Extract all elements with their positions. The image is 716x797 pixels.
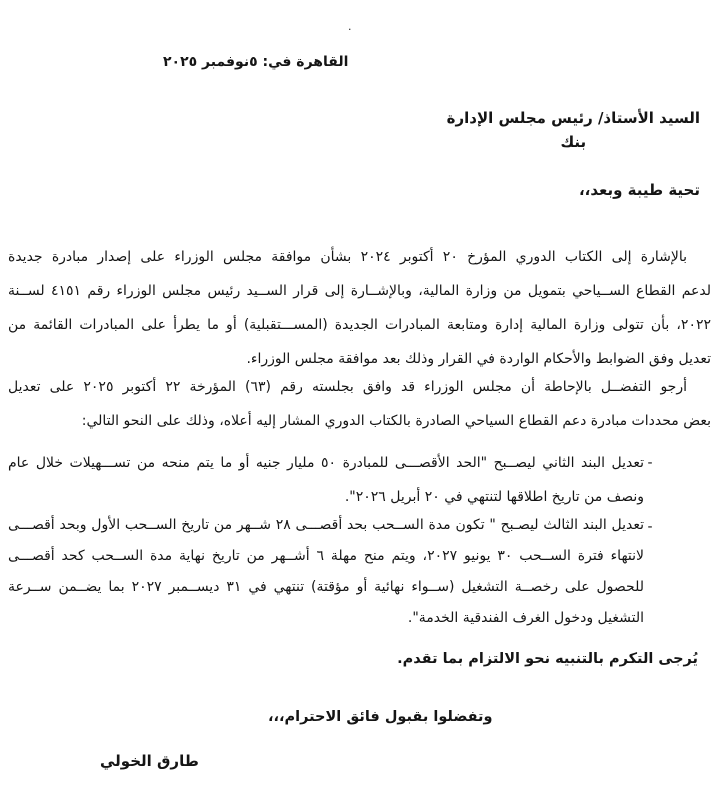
closing-salutation: وتفضلوا بقبول فائق الاحترام،،،: [268, 709, 493, 725]
paragraph-line: بالإشارة إلى الكتاب الدوري المؤرخ ٢٠ أكتوبر ٢٠٢٤ بشأن موافقة مجلس الوزراء على إصدار مبادرة جديدة: [8, 249, 687, 265]
bullet-item-amendment-2: [8, 446, 711, 514]
bullet-text: [8, 446, 644, 514]
signature-name: طارق الخولي: [100, 752, 199, 770]
addressee-title: السيد الأستاذ/ رئيس مجلس الإدارة: [446, 109, 700, 127]
addressee-organization: بنك: [560, 133, 587, 151]
paragraph-line: ٢٠٢٢، بأن تتولى وزارة المالية إدارة ومتابعة المبادرات الجديدة (المســـتقبلية) أو ما يطرأ على المبادرات القائمة من: [8, 317, 711, 333]
bullet-line: لانتهاء فترة الســحب ٣٠ يونيو ٢٠٢٧، ويتم منح مهلة ٦ أشــهر من تاريخ نهاية مدة الســحب كحد أقصـــى: [8, 548, 644, 564]
date-line: القاهرة في: ٥نوفمبر ٢٠٢٥: [163, 54, 349, 70]
bullet-line: التشغيل ودخول الغرف الفندقية الخدمة".: [407, 610, 644, 626]
paragraph-line: لدعم القطاع الســياحي بتمويل من وزارة المالية، وبالإشــارة إلى قرار الســيد رئيس مجلس الوزراء رقم ٤١٥١ لســنة: [8, 283, 711, 299]
greeting-line: تحية طيبة وبعد،،: [578, 181, 700, 199]
bullet-dash-marker: -: [647, 519, 653, 535]
paragraph-line: تعديل وفق الضوابط والأحكام الواردة في القرار وذلك بعد موافقة مجلس الوزراء.: [246, 351, 711, 367]
bullet-line: ونصف من تاريخ اطلاقها لتنتهي في ٢٠ أبريل ٢٠٢٦".: [344, 489, 644, 505]
bullet-line: تعديل البند الثالث ليصـبح " تكون مدة الســحب بحد أقصـــى ٢٨ شــهر من تاريخ الســحب الأول وبحد أقصـــى: [8, 517, 644, 533]
bullet-line: للحصول على رخصــة التشغيل (ســواء نهائية أو مؤقتة) تنتهي في ٣١ ديســمبر ٢٠٢٧ بما يضــمن ســرعة: [8, 579, 644, 595]
bullet-text: [8, 510, 644, 634]
paragraph-approval: [8, 370, 711, 438]
bullet-dash-marker: -: [647, 455, 653, 471]
top-mark: .: [348, 20, 352, 33]
paragraph-line: بعض محددات مبادرة دعم القطاع السياحي الصادرة بالكتاب الدوري المشار إليه أعلاه، وذلك على النحو التالي:: [81, 413, 711, 429]
bullet-line: تعديل البند الثاني ليصــبح "الحد الأقصـــى للمبادرة ٥٠ مليار جنيه أو ما يتم منحه من تســـهيلات خلال عام: [8, 455, 644, 471]
bullet-item-amendment-3: [8, 510, 711, 634]
paragraph-reference: [8, 240, 711, 376]
closing-note: يُرجى التكرم بالتنبيه نحو الالتزام بما تقدم.: [397, 651, 698, 667]
paragraph-line: أرجو التفضــل بالإحاطة أن مجلس الوزراء قد وافق بجلسته رقم (٦٣) المؤرخة ٢٢ أكتوبر ٢٠٢٥ على تعديل: [8, 379, 687, 395]
addressee-block: [447, 106, 700, 154]
